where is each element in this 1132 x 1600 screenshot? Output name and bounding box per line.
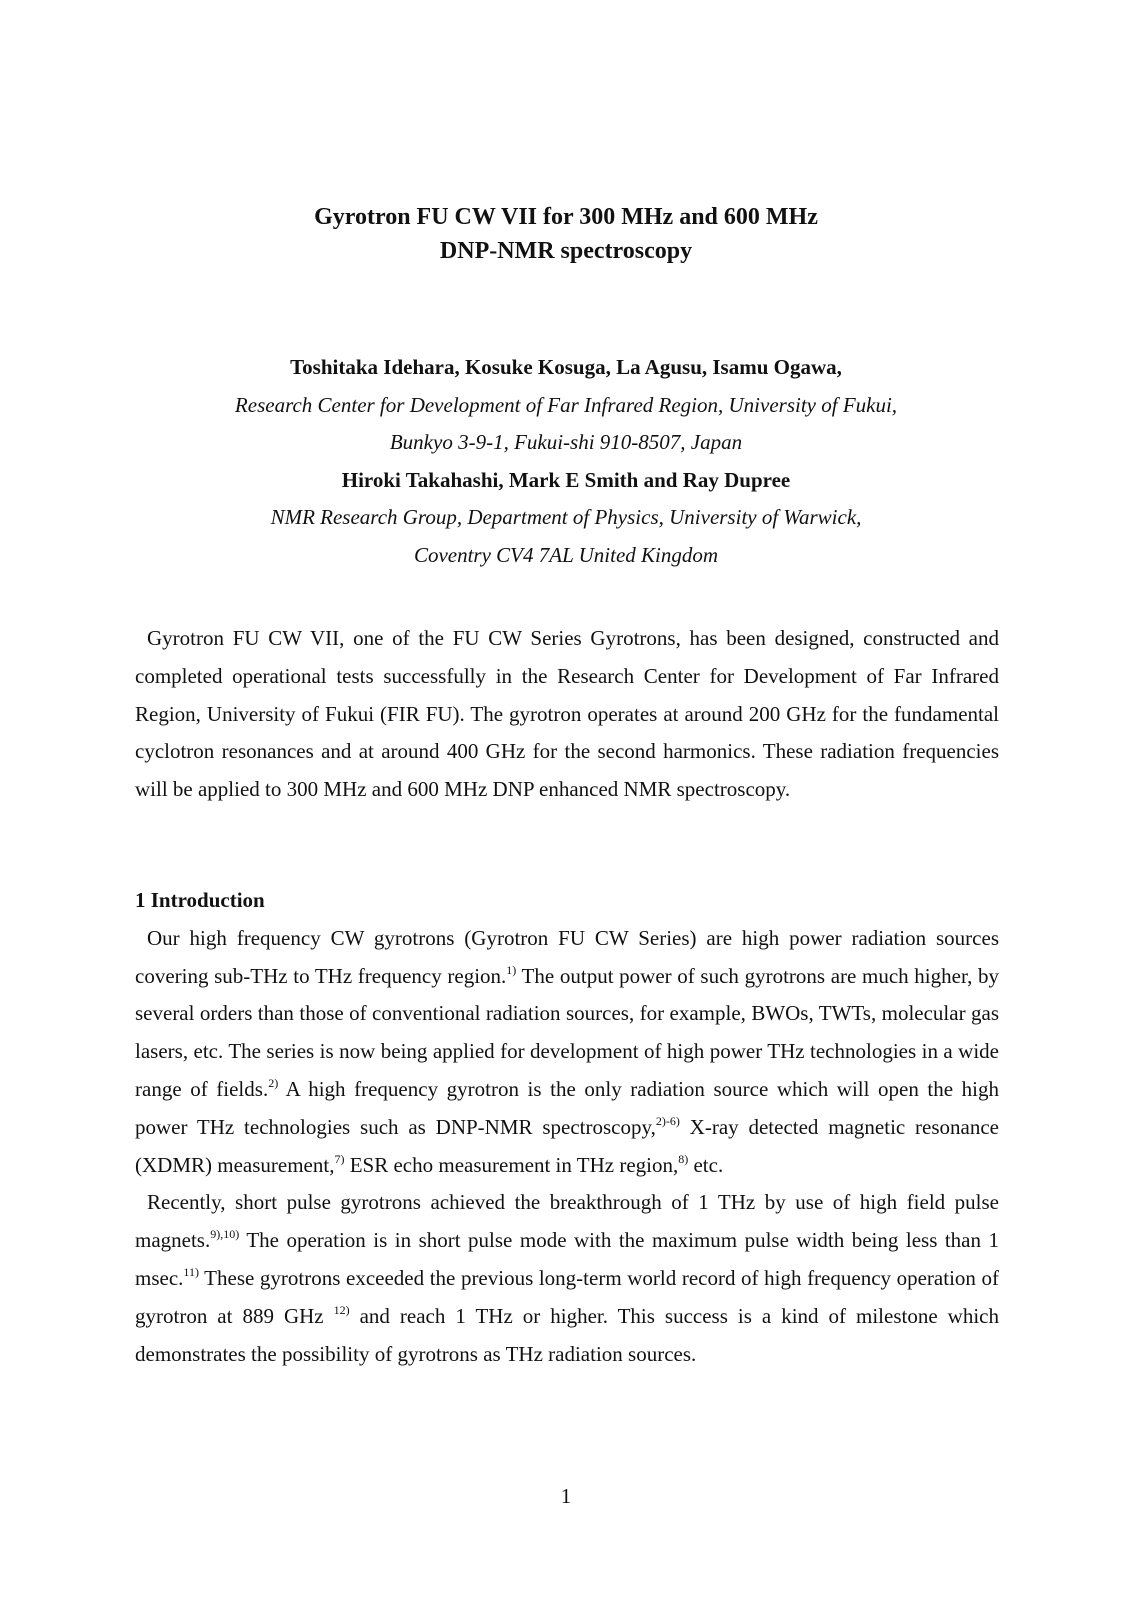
- affiliation-1-line-2: Bunkyo 3-9-1, Fukui-shi 910-8507, Japan: [389, 430, 743, 455]
- title-line-2: DNP-NMR spectroscopy: [439, 238, 693, 264]
- intro-paragraph-1: [135, 920, 999, 1185]
- citation-ref: 11): [183, 1264, 199, 1279]
- citation-ref: 12): [333, 1302, 350, 1317]
- author-names-group-1: Toshitaka Idehara, Kosuke Kosuga, La Agusu, Isamu Ogawa,: [290, 355, 842, 379]
- citation-ref: 7): [334, 1151, 345, 1166]
- abstract: [135, 620, 999, 809]
- text-run: These gyrotrons exceeded the previous long-term world record of high frequency operation of gyrotron at 889 GHz: [135, 1265, 999, 1328]
- abstract-text: Gyrotron FU CW VII, one of the FU CW Series Gyrotrons, has been designed, constructed and completed operational tests successfully in the Research Center for Development of Far Infrared Region, University of Fukui (FIR FU). The gyrotron operates at around 200 GHz for the fundamental cyclotron resonances and at around 400 GHz for the second harmonics. These radiation frequencies will be applied to 300 MHz and 600 MHz DNP enhanced NMR spectroscopy.: [135, 626, 999, 802]
- citation-ref: 8): [678, 1151, 689, 1166]
- title-line-1: Gyrotron FU CW VII for 300 MHz and 600 MHz: [314, 204, 818, 230]
- citation-ref: 1): [506, 962, 517, 977]
- text-run: A high frequency gyrotron is the only radiation source which will open the high power THz technologies such as DNP-NMR spectroscopy,: [135, 1076, 999, 1139]
- text-run: etc.: [688, 1152, 724, 1177]
- author-block: [0, 349, 1132, 575]
- intro-paragraph-2: [135, 1184, 999, 1373]
- text-run: Recently, short pulse gyrotrons achieved the breakthrough of 1 THz by use of high field pulse magnets.: [135, 1190, 999, 1253]
- text-run: Our high frequency CW gyrotrons (Gyrotron FU CW Series) are high power radiation sources covering sub-THz to THz frequency region.: [135, 925, 999, 988]
- section-heading: 1 Introduction: [135, 888, 265, 912]
- text-run: ESR echo measurement in THz region,: [344, 1152, 679, 1177]
- affiliation-2-line-2: Coventry CV4 7AL United Kingdom: [413, 542, 719, 567]
- affiliation-2-line-1: NMR Research Group, Department of Physics, University of Warwick,: [270, 505, 862, 530]
- text-run: and reach 1 THz or higher. This success is a kind of milestone which demonstrates the possibility of gyrotrons as THz radiation sources.: [135, 1303, 999, 1366]
- text-run: The operation is in short pulse mode with the maximum pulse width being less than 1 msec.: [135, 1228, 999, 1290]
- introduction-section: [135, 882, 999, 1373]
- citation-ref: 9),10): [210, 1227, 240, 1242]
- citation-ref: 2)-6): [655, 1113, 680, 1128]
- affiliation-1-line-1: Research Center for Development of Far Infrared Region, University of Fukui,: [234, 392, 898, 417]
- author-names-group-2: Hiroki Takahashi, Mark E Smith and Ray Dupree: [341, 467, 791, 492]
- citation-ref: 2): [268, 1075, 279, 1090]
- paper-title: [0, 200, 1132, 268]
- text-run: X-ray detected magnetic resonance (XDMR) measurement,: [135, 1114, 999, 1177]
- page-number: 1: [560, 1484, 572, 1508]
- text-run: The output power of such gyrotrons are much higher, by several orders than those of conventional radiation sources, for example, BWOs, TWTs, molecular gas lasers, etc. The series is now being applied for development of high power THz technologies in a wide range of fields.: [135, 963, 999, 1101]
